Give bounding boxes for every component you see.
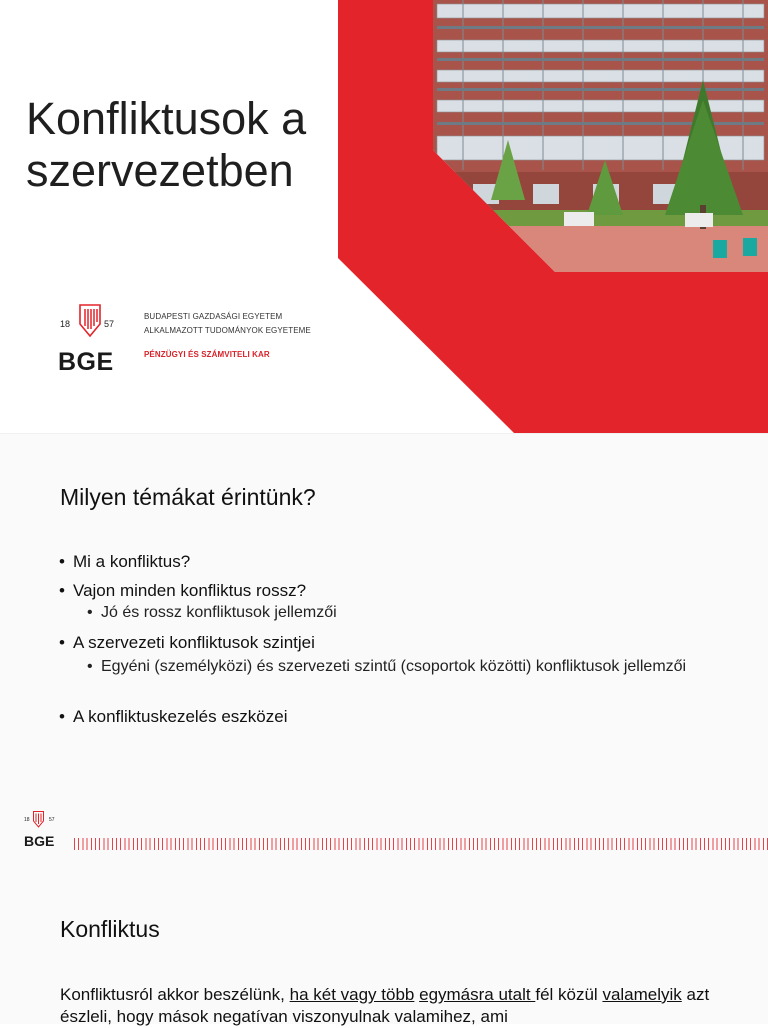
logo-acronym: BGE xyxy=(58,348,114,376)
bullet-dot: • xyxy=(59,552,65,571)
logo-year-right: 57 xyxy=(104,319,115,329)
campus-building-photo xyxy=(433,0,768,272)
logo-year-left: 18 xyxy=(60,319,71,329)
university-name-line-1: BUDAPESTI GAZDASÁGI EGYETEM xyxy=(144,312,283,321)
footer-logo-year-right: 57 xyxy=(49,817,55,823)
footer-bge-logo xyxy=(24,811,64,855)
presentation-title xyxy=(26,93,306,197)
bullet-item: • Mi a konfliktus? xyxy=(59,552,191,571)
bullet-item: • A konfliktuskezelés eszközei xyxy=(59,707,288,726)
underlined-phrase: ha két vagy több xyxy=(289,985,415,1004)
definition-slide xyxy=(0,863,768,1024)
bullet-item: • A szervezeti konfliktusok szintjei xyxy=(59,633,315,652)
underlined-phrase: egymásra utalt xyxy=(419,985,536,1004)
definition-paragraph: Konfliktusról akkor beszélünk, ha két vagy több egymásra utalt fél közül valamelyik azt észleli, hogy mások negatívan viszonyulnak valamihez, ami xyxy=(60,985,710,1026)
title-line-1: Konfliktusok a xyxy=(26,93,307,144)
topics-heading: Milyen témákat érintünk? xyxy=(60,484,316,510)
bullet-dot: • xyxy=(59,707,65,726)
topics-slide xyxy=(0,433,768,864)
bge-logo xyxy=(60,304,122,348)
bullet-item: • Vajon minden konfliktus rossz? xyxy=(59,581,307,600)
bge-shield-icon xyxy=(79,304,101,338)
bullet-dot: • xyxy=(87,604,93,621)
footer-logo-acronym: BGE xyxy=(24,833,55,849)
university-name-line-2: ALKALMAZOTT TUDOMÁNYOK EGYETEME xyxy=(144,326,311,335)
bullet-dot: • xyxy=(59,581,65,600)
faculty-name: PÉNZÜGYI ÉS SZÁMVITELI KAR xyxy=(144,350,270,359)
title-line-2: szervezetben xyxy=(26,145,294,196)
footer-logo-year-left: 18 xyxy=(24,817,30,823)
title-slide xyxy=(0,0,768,433)
sub-bullet-item: • Jó és rossz konfliktusok jellemzői xyxy=(101,602,337,624)
underlined-phrase: valamelyik xyxy=(602,985,682,1004)
bullet-dot: • xyxy=(59,633,65,652)
bge-shield-icon xyxy=(33,811,44,828)
bullet-dot: • xyxy=(87,658,93,675)
definition-heading: Konfliktus xyxy=(60,916,160,942)
decorative-tick-line xyxy=(74,838,768,850)
sub-bullet-item: • Egyéni (személyközi) és szervezeti szintű (csoportok közötti) konfliktusok jellemzői xyxy=(101,656,721,678)
